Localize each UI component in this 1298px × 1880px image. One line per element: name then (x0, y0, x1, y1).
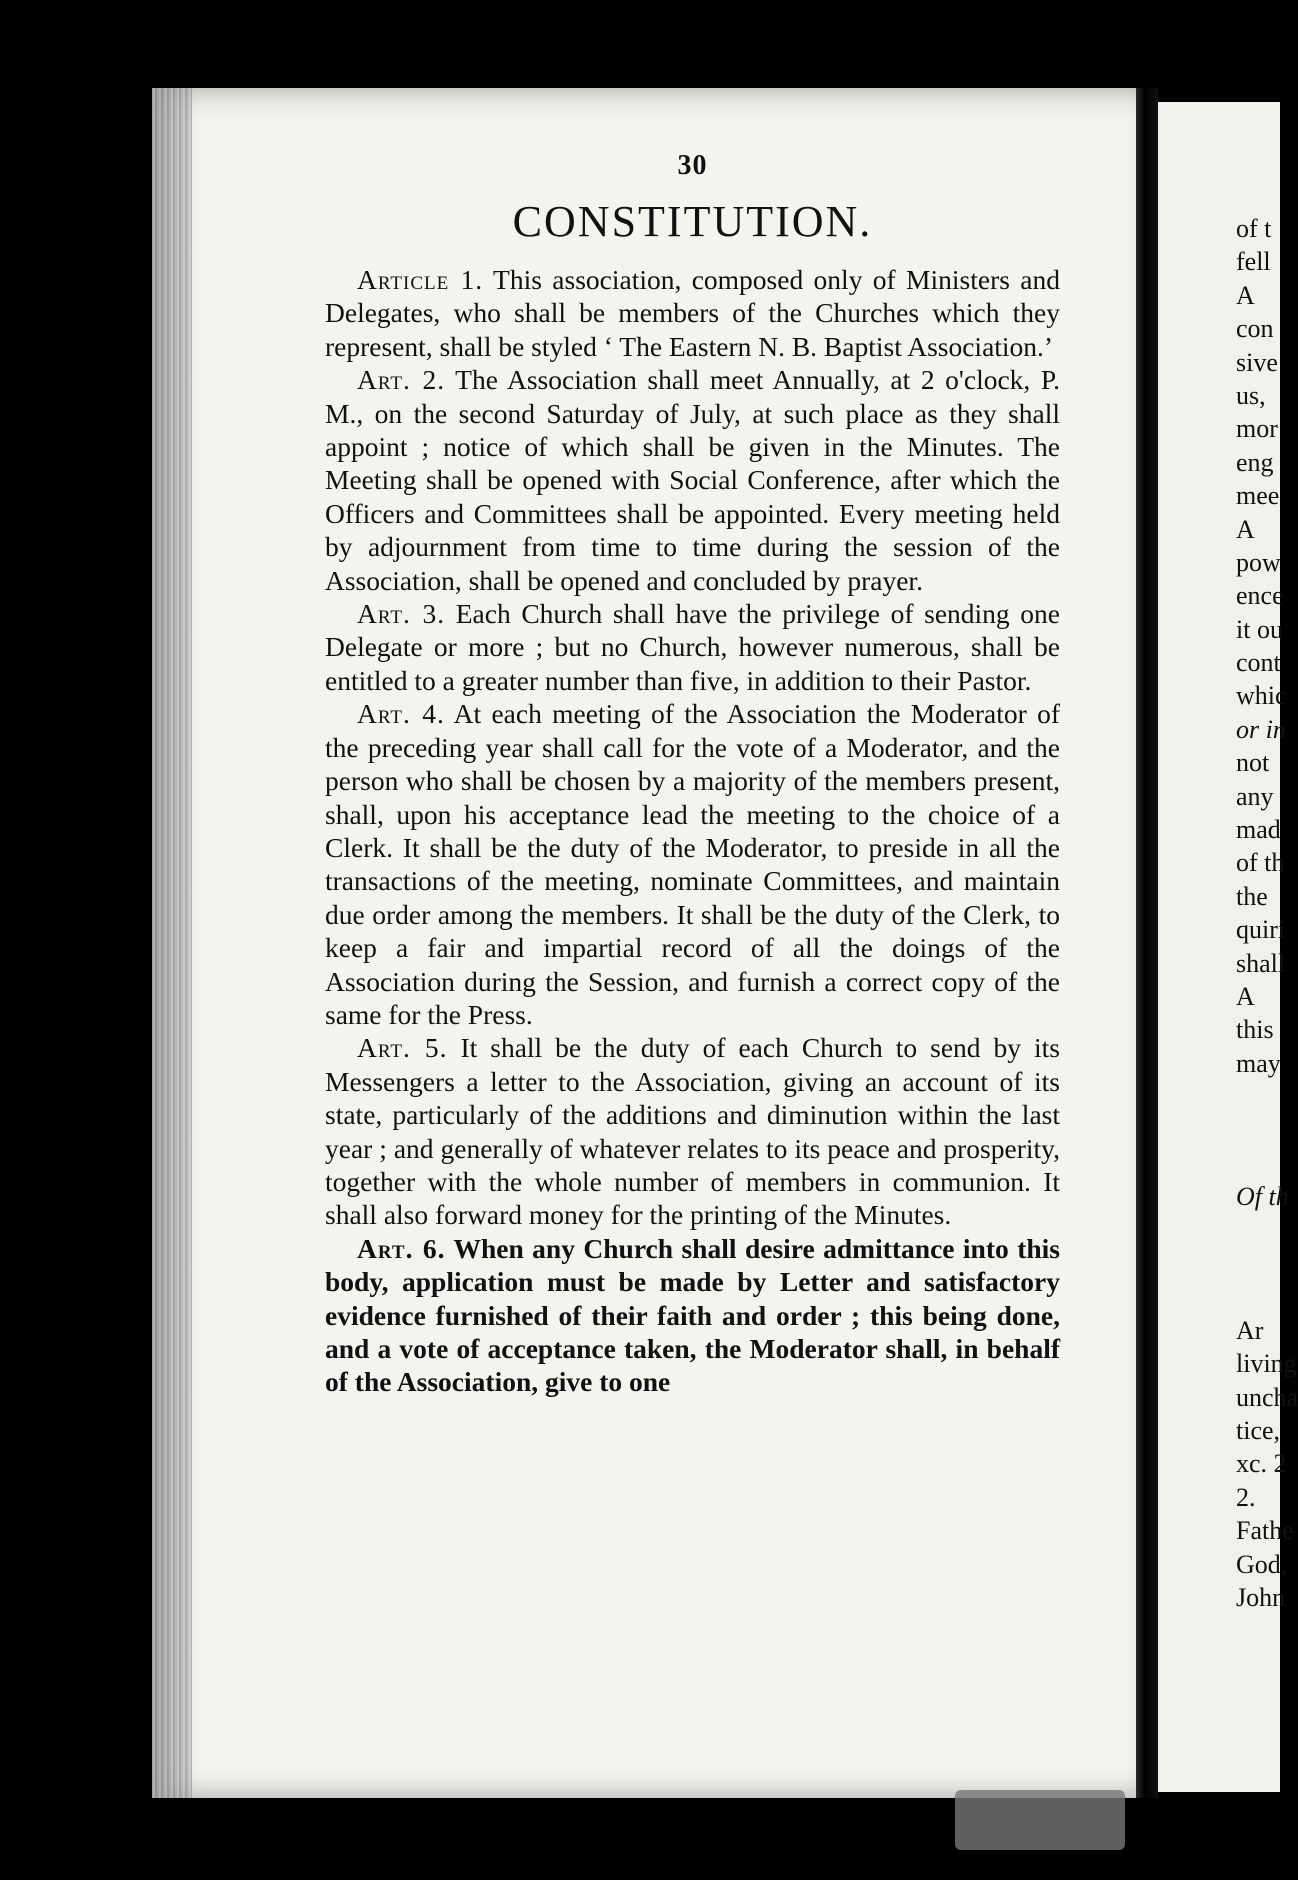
facing-page-line: or in (1236, 714, 1286, 744)
article-2 (325, 363, 1060, 597)
article-label: Art. 4. (357, 698, 445, 730)
facing-page-line: A (1236, 514, 1255, 544)
facing-page-line: us, (1236, 380, 1266, 410)
facing-page-line: cont (1236, 648, 1281, 678)
facing-page-line (1236, 1080, 1298, 1113)
facing-page-line: 2. (1236, 1482, 1256, 1512)
article-text: This association, composed only of Ministers and Delegates, who shall be members of the Churches which they represent, shall be styled ‘ The Eastern N. B. Baptist Association.’ (325, 264, 1060, 362)
facing-page-line: any (1236, 781, 1274, 811)
article-6 (325, 1232, 1060, 1399)
article-1 (325, 263, 1060, 363)
facing-page-line: mor (1236, 414, 1278, 444)
facing-page-line (1236, 1147, 1298, 1180)
facing-page-line: A (1236, 981, 1255, 1011)
article-text: At each meeting of the Association the Moderator of the preceding year shall call for the vote of a Moderator, and the person who shall be chosen by a majority of the members present, shall, upon his acceptance lead the meeting to the choice of a Clerk. It shall be the duty of the Moderator, to preside in all the transactions of the meeting, nominate Committees, and maintain due order among the members. It shall be the duty of the Clerk, to keep a fair and impartial record of all the doings of the Association during the Session, and furnish a correct copy of the same for the Press. (325, 698, 1061, 1030)
facing-page-line (1236, 1247, 1298, 1280)
facing-page-line: it ou (1236, 614, 1283, 644)
facing-page-line: not (1236, 748, 1270, 778)
article-text: Each Church shall have the privilege of sending one Delegate or more ; but no Church, however numerous, shall be entitled to a greater number than five, in addition to their Pastor. (325, 598, 1061, 696)
facing-page-line: sive (1236, 347, 1278, 377)
facing-page-line: uncha (1236, 1382, 1298, 1412)
facing-page-line: may (1236, 1048, 1281, 1078)
facing-page-line: ence (1236, 581, 1284, 611)
facing-page-line: quiri (1236, 915, 1286, 945)
page-number: 30 (677, 150, 708, 181)
facing-page-line: this (1236, 1015, 1274, 1045)
article-text: It shall be the duty of each Church to send by its Messengers a letter to the Association, giving an account of its state, particularly of the additions and diminution within the last year ; and generally of whatever relates to its peace and prosperity, together with the whole number of members in communion. It shall also forward money for the printing of the Minutes. (325, 1032, 1060, 1231)
article-text: When any Church shall desire admittance into this body, application must be made by Letter and satisfactory evidence furnished of their faith and order ; this being done, and a vote of acceptance taken, the Moderator shall, in behalf of the Association, give to one (325, 1232, 1060, 1398)
article-4 (325, 697, 1060, 1031)
facing-page-line: con (1236, 314, 1274, 344)
facing-page-line (1236, 1281, 1298, 1314)
facing-page-line: Fathe (1236, 1516, 1294, 1546)
facing-page-line: shall (1236, 948, 1286, 978)
facing-page-text (1236, 212, 1298, 1614)
facing-page-line: Ar (1236, 1315, 1264, 1345)
facing-page-line (1236, 1214, 1298, 1247)
page-title: CONSTITUTION. (512, 197, 873, 246)
facing-page-line: of th (1236, 848, 1285, 878)
facing-page-line: Of th (1236, 1182, 1289, 1212)
article-3 (325, 597, 1060, 697)
article-label: Art. 5. (357, 1032, 448, 1064)
article-label: Article 1. (357, 264, 484, 295)
facing-page-line: tice, (1236, 1416, 1281, 1446)
facing-page-line: mee (1236, 481, 1280, 511)
facing-page-line: of t (1236, 214, 1272, 243)
facing-page-line: God, (1236, 1549, 1288, 1579)
page-edge-texture (152, 88, 192, 1798)
facing-page-line: whic (1236, 681, 1287, 711)
facing-page-line: eng (1236, 447, 1274, 477)
article-label: Art. 3. (357, 598, 446, 630)
facing-page-line: pow (1236, 547, 1281, 577)
main-text-block (325, 150, 1060, 1399)
article-text: The Association shall meet Annually, at 2 o'clock, P. M., on the second Saturday of July, at such place as they shall appoint ; notice of which shall be given in the Minutes. The Meeting shall be opened with Social Conference, after which the Officers and Committees shall be appointed. Every meeting held by adjournment from time to time during the session of the Association, shall be opened and concluded by prayer. (325, 364, 1061, 596)
facing-page-line: xc. 2 (1236, 1449, 1287, 1479)
scan-smudge (955, 1790, 1125, 1850)
facing-page-line: A (1236, 280, 1255, 310)
facing-page-line: the (1236, 881, 1268, 911)
facing-page-line: living (1236, 1349, 1297, 1379)
facing-page-line: fell (1236, 247, 1271, 277)
article-5 (325, 1031, 1060, 1231)
article-label: Art. 6. (357, 1232, 446, 1264)
book-gutter (1136, 88, 1158, 1798)
facing-page-line (1236, 1114, 1298, 1147)
facing-page-line: mad (1236, 815, 1281, 845)
article-label: Art. 2. (357, 364, 446, 396)
facing-page-line: John (1236, 1583, 1286, 1613)
